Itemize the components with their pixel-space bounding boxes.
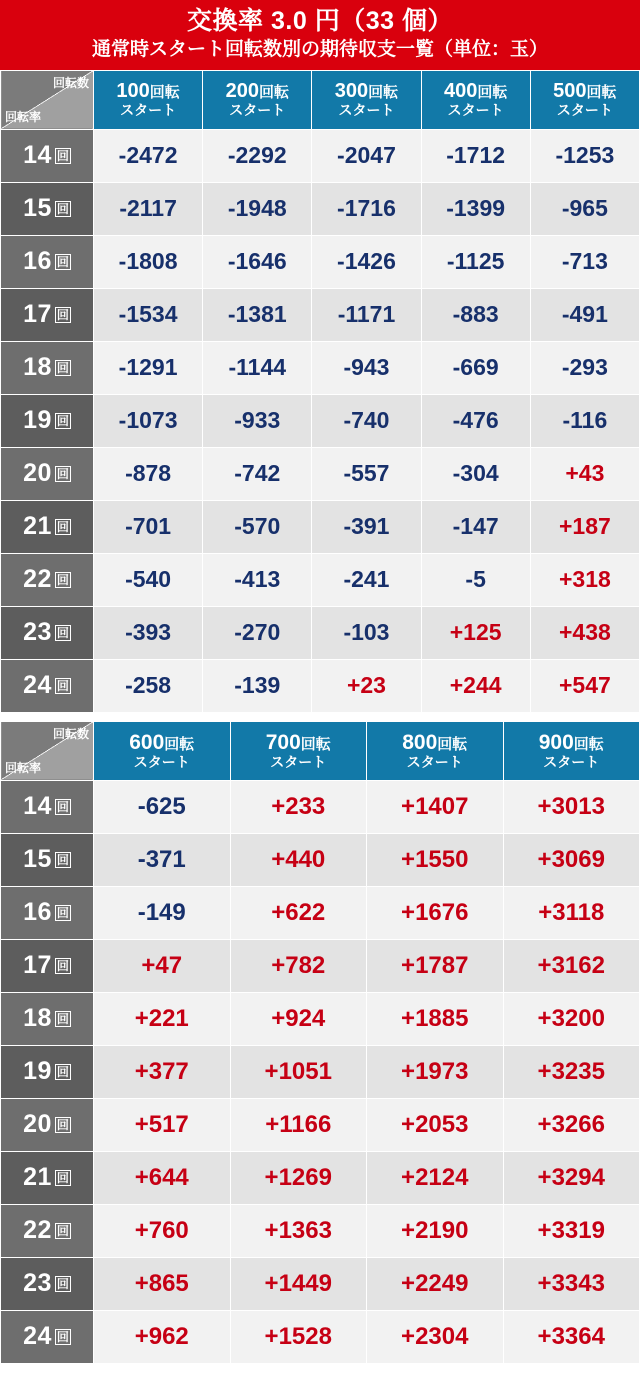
- cell-19-100: -1073: [94, 394, 203, 447]
- table-row: [1, 1204, 640, 1257]
- cell-23-800: +2249: [367, 1257, 504, 1310]
- table-divider: [0, 713, 640, 721]
- table-row: [1, 553, 640, 606]
- column-header-200-sub: スタート: [229, 102, 286, 119]
- cell-21-100: -701: [94, 500, 203, 553]
- column-header-700-sub: スタート: [270, 753, 327, 770]
- cell-15-500: -965: [530, 182, 639, 235]
- table-row: [1, 833, 640, 886]
- row-header-18: [1, 341, 94, 394]
- row-header-18-value: 18: [23, 353, 52, 382]
- row-header-21-value: 21: [23, 512, 52, 541]
- cell-19-700: +1051: [230, 1045, 367, 1098]
- cell-18-900: +3200: [503, 992, 640, 1045]
- row2-header-24-value: 24: [23, 1322, 52, 1351]
- table-row: [1, 939, 640, 992]
- row-header-22-unit: 回: [56, 573, 69, 588]
- cell-17-800: +1787: [367, 939, 504, 992]
- row-header-14-value: 14: [23, 141, 52, 170]
- column-header-900: [503, 721, 640, 780]
- column-header-600: [94, 721, 231, 780]
- row2-header-19-value: 19: [23, 1057, 52, 1086]
- cell-14-100: -2472: [94, 129, 203, 182]
- column-header-900-value: 900: [538, 730, 574, 754]
- cell-17-900: +3162: [503, 939, 640, 992]
- row-header-16-value: 16: [23, 247, 52, 276]
- cell-20-900: +3266: [503, 1098, 640, 1151]
- cell-24-400: +244: [421, 659, 530, 712]
- cell-22-900: +3319: [503, 1204, 640, 1257]
- row2-header-21-value: 21: [23, 1163, 52, 1192]
- row2-header-24: [1, 1310, 94, 1363]
- row2-header-16-unit: 回: [56, 906, 69, 921]
- cell-18-600: +221: [94, 992, 231, 1045]
- page-title: 交換率 3.0 円（33 個）: [187, 7, 453, 35]
- row-header-16-unit: 回: [56, 255, 69, 270]
- cell-14-300: -2047: [312, 129, 421, 182]
- cell-24-800: +2304: [367, 1310, 504, 1363]
- row-header-17: [1, 288, 94, 341]
- column-header-100: [94, 70, 203, 129]
- row2-header-15: [1, 833, 94, 886]
- row-header-15-value: 15: [23, 194, 52, 223]
- column-header-500-unit: 回転: [586, 84, 617, 102]
- cell-18-700: +924: [230, 992, 367, 1045]
- column-header-400-unit: 回転: [477, 84, 508, 102]
- cell-16-200: -1646: [203, 235, 312, 288]
- row2-header-23-value: 23: [23, 1269, 52, 1298]
- cell-19-800: +1973: [367, 1045, 504, 1098]
- column-header-100-sub: スタート: [120, 102, 177, 119]
- cell-21-600: +644: [94, 1151, 231, 1204]
- row-header-15: [1, 182, 94, 235]
- corner-label-columns-2: 回転数: [52, 726, 89, 741]
- cell-24-300: +23: [312, 659, 421, 712]
- cell-19-900: +3235: [503, 1045, 640, 1098]
- corner-header-cell: [1, 70, 94, 129]
- row2-header-24-unit: 回: [56, 1330, 69, 1345]
- cell-15-300: -1716: [312, 182, 421, 235]
- row2-header-18: [1, 992, 94, 1045]
- cell-15-600: -371: [94, 833, 231, 886]
- cell-17-500: -491: [530, 288, 639, 341]
- row2-header-19: [1, 1045, 94, 1098]
- cell-23-700: +1449: [230, 1257, 367, 1310]
- column-header-300-sub: スタート: [338, 102, 395, 119]
- row2-header-15-value: 15: [23, 845, 52, 874]
- cell-17-200: -1381: [203, 288, 312, 341]
- cell-21-700: +1269: [230, 1151, 367, 1204]
- column-header-800-value: 800: [402, 730, 438, 754]
- column-header-300-unit: 回転: [368, 84, 399, 102]
- column-header-800: [367, 721, 504, 780]
- table-row: [1, 1098, 640, 1151]
- cell-17-400: -883: [421, 288, 530, 341]
- row2-header-18-unit: 回: [56, 1012, 69, 1027]
- cell-16-400: -1125: [421, 235, 530, 288]
- cell-14-800: +1407: [367, 780, 504, 833]
- cell-15-900: +3069: [503, 833, 640, 886]
- table-row: [1, 886, 640, 939]
- row-header-17-value: 17: [23, 300, 52, 329]
- cell-21-500: +187: [530, 500, 639, 553]
- column-header-400-value: 400: [443, 80, 478, 103]
- cell-16-900: +3118: [503, 886, 640, 939]
- column-header-500-sub: スタート: [556, 102, 613, 119]
- cell-14-700: +233: [230, 780, 367, 833]
- row-header-22: [1, 553, 94, 606]
- row2-header-14-unit: 回: [56, 800, 69, 815]
- row-header-14: [1, 129, 94, 182]
- cell-22-100: -540: [94, 553, 203, 606]
- cell-21-300: -391: [312, 500, 421, 553]
- row-header-16: [1, 235, 94, 288]
- cell-18-500: -293: [530, 341, 639, 394]
- cell-16-800: +1676: [367, 886, 504, 939]
- table-100-500: [0, 70, 640, 713]
- cell-24-600: +962: [94, 1310, 231, 1363]
- row-header-15-unit: 回: [56, 202, 69, 217]
- cell-18-200: -1144: [203, 341, 312, 394]
- row-header-18-unit: 回: [56, 361, 69, 376]
- page-header: [0, 0, 640, 70]
- cell-23-100: -393: [94, 606, 203, 659]
- row2-header-16: [1, 886, 94, 939]
- cell-23-200: -270: [203, 606, 312, 659]
- column-header-500-value: 500: [553, 80, 587, 103]
- cell-19-500: -116: [530, 394, 639, 447]
- row2-header-23-unit: 回: [56, 1277, 69, 1292]
- cell-19-400: -476: [421, 394, 530, 447]
- cell-22-800: +2190: [367, 1204, 504, 1257]
- cell-24-500: +547: [530, 659, 639, 712]
- row2-header-22-unit: 回: [56, 1224, 69, 1239]
- row2-header-20-unit: 回: [56, 1118, 69, 1133]
- cell-15-700: +440: [230, 833, 367, 886]
- table-row: [1, 394, 640, 447]
- cell-21-400: -147: [421, 500, 530, 553]
- page-subtitle: 通常時スタート回転数別の期待収支一覧（単位：玉）: [91, 39, 548, 60]
- cell-19-600: +377: [94, 1045, 231, 1098]
- table-row: [1, 447, 640, 500]
- table-row: [1, 235, 640, 288]
- row-header-24-value: 24: [23, 671, 52, 700]
- cell-14-500: -1253: [530, 129, 639, 182]
- cell-15-100: -2117: [94, 182, 203, 235]
- row2-header-17-unit: 回: [56, 959, 69, 974]
- cell-15-200: -1948: [203, 182, 312, 235]
- cell-23-400: +125: [421, 606, 530, 659]
- cell-20-600: +517: [94, 1098, 231, 1151]
- cell-17-700: +782: [230, 939, 367, 992]
- column-header-300: [312, 70, 421, 129]
- row2-header-20: [1, 1098, 94, 1151]
- column-header-200-unit: 回転: [258, 84, 289, 102]
- cell-22-400: -5: [421, 553, 530, 606]
- cell-20-700: +1166: [230, 1098, 367, 1151]
- cell-20-200: -742: [203, 447, 312, 500]
- cell-22-600: +760: [94, 1204, 231, 1257]
- column-header-700-unit: 回転: [300, 735, 331, 753]
- column-header-500: [530, 70, 639, 129]
- cell-16-500: -713: [530, 235, 639, 288]
- table-row: [1, 129, 640, 182]
- cell-19-200: -933: [203, 394, 312, 447]
- column-header-800-sub: スタート: [406, 753, 463, 770]
- column-header-900-sub: スタート: [543, 753, 600, 770]
- row-header-19-value: 19: [23, 406, 52, 435]
- cell-23-900: +3343: [503, 1257, 640, 1310]
- column-header-900-unit: 回転: [573, 735, 604, 753]
- row-header-24: [1, 659, 94, 712]
- cell-22-700: +1363: [230, 1204, 367, 1257]
- table-600-900: [0, 721, 640, 1364]
- row2-header-20-value: 20: [23, 1110, 52, 1139]
- column-header-600-sub: スタート: [133, 753, 190, 770]
- corner-label-rows-2: 回転率: [5, 760, 42, 775]
- row2-header-23: [1, 1257, 94, 1310]
- cell-18-300: -943: [312, 341, 421, 394]
- cell-24-900: +3364: [503, 1310, 640, 1363]
- column-header-600-value: 600: [129, 730, 165, 754]
- row-header-20: [1, 447, 94, 500]
- corner-label-rows: 回転率: [5, 109, 42, 124]
- table-1-body: [1, 129, 640, 712]
- cell-19-300: -740: [312, 394, 421, 447]
- cell-18-400: -669: [421, 341, 530, 394]
- column-header-800-unit: 回転: [437, 735, 468, 753]
- table-row: [1, 500, 640, 553]
- corner-header-cell-2: [1, 721, 94, 780]
- corner-label-columns: 回転数: [52, 75, 89, 90]
- table-row: [1, 1151, 640, 1204]
- row-header-21-unit: 回: [56, 520, 69, 535]
- column-header-100-value: 100: [116, 80, 150, 103]
- row2-header-16-value: 16: [23, 898, 52, 927]
- table-row: [1, 659, 640, 712]
- row2-header-14-value: 14: [23, 792, 52, 821]
- column-header-400-sub: スタート: [447, 102, 504, 119]
- table-row: [1, 992, 640, 1045]
- table-row: [1, 1310, 640, 1363]
- table-row: [1, 288, 640, 341]
- cell-18-800: +1885: [367, 992, 504, 1045]
- column-header-600-unit: 回転: [164, 735, 195, 753]
- table-1-header-row: [1, 70, 640, 129]
- cell-15-400: -1399: [421, 182, 530, 235]
- row2-header-21-unit: 回: [56, 1171, 69, 1186]
- cell-24-700: +1528: [230, 1310, 367, 1363]
- cell-14-400: -1712: [421, 129, 530, 182]
- cell-22-500: +318: [530, 553, 639, 606]
- table-row: [1, 1257, 640, 1310]
- column-header-200: [203, 70, 312, 129]
- table-row: [1, 1045, 640, 1098]
- cell-20-100: -878: [94, 447, 203, 500]
- cell-15-800: +1550: [367, 833, 504, 886]
- cell-14-600: -625: [94, 780, 231, 833]
- cell-24-100: -258: [94, 659, 203, 712]
- cell-21-900: +3294: [503, 1151, 640, 1204]
- cell-23-600: +865: [94, 1257, 231, 1310]
- table-2-header-row: [1, 721, 640, 780]
- table-row: [1, 182, 640, 235]
- table-row: [1, 780, 640, 833]
- column-header-300-value: 300: [334, 80, 369, 103]
- column-header-200-value: 200: [225, 80, 259, 103]
- cell-17-100: -1534: [94, 288, 203, 341]
- cell-24-200: -139: [203, 659, 312, 712]
- row-header-14-unit: 回: [56, 149, 69, 164]
- cell-23-300: -103: [312, 606, 421, 659]
- row-header-22-value: 22: [23, 565, 52, 594]
- row-header-17-unit: 回: [56, 308, 69, 323]
- table-2-body: [1, 780, 640, 1363]
- cell-17-300: -1171: [312, 288, 421, 341]
- column-header-700-value: 700: [265, 730, 301, 754]
- row2-header-15-unit: 回: [56, 853, 69, 868]
- cell-22-300: -241: [312, 553, 421, 606]
- cell-16-600: -149: [94, 886, 231, 939]
- cell-21-200: -570: [203, 500, 312, 553]
- row-header-20-value: 20: [23, 459, 52, 488]
- row2-header-22: [1, 1204, 94, 1257]
- row-header-21: [1, 500, 94, 553]
- row2-header-21: [1, 1151, 94, 1204]
- cell-22-200: -413: [203, 553, 312, 606]
- cell-17-600: +47: [94, 939, 231, 992]
- row-header-20-unit: 回: [56, 467, 69, 482]
- row2-header-17-value: 17: [23, 951, 52, 980]
- row-header-19: [1, 394, 94, 447]
- row-header-23: [1, 606, 94, 659]
- row2-header-14: [1, 780, 94, 833]
- row-header-23-value: 23: [23, 618, 52, 647]
- cell-16-300: -1426: [312, 235, 421, 288]
- cell-16-100: -1808: [94, 235, 203, 288]
- cell-14-900: +3013: [503, 780, 640, 833]
- cell-21-800: +2124: [367, 1151, 504, 1204]
- row2-header-18-value: 18: [23, 1004, 52, 1033]
- table-row: [1, 606, 640, 659]
- cell-18-100: -1291: [94, 341, 203, 394]
- column-header-400: [421, 70, 530, 129]
- row-header-19-unit: 回: [56, 414, 69, 429]
- cell-20-300: -557: [312, 447, 421, 500]
- cell-23-500: +438: [530, 606, 639, 659]
- column-header-100-unit: 回転: [149, 84, 180, 102]
- cell-16-700: +622: [230, 886, 367, 939]
- cell-14-200: -2292: [203, 129, 312, 182]
- row2-header-22-value: 22: [23, 1216, 52, 1245]
- column-header-700: [230, 721, 367, 780]
- row-header-23-unit: 回: [56, 626, 69, 641]
- cell-20-500: +43: [530, 447, 639, 500]
- cell-20-400: -304: [421, 447, 530, 500]
- bottom-padding: [0, 1364, 640, 1374]
- row2-header-17: [1, 939, 94, 992]
- row-header-24-unit: 回: [56, 679, 69, 694]
- cell-20-800: +2053: [367, 1098, 504, 1151]
- row2-header-19-unit: 回: [56, 1065, 69, 1080]
- table-row: [1, 341, 640, 394]
